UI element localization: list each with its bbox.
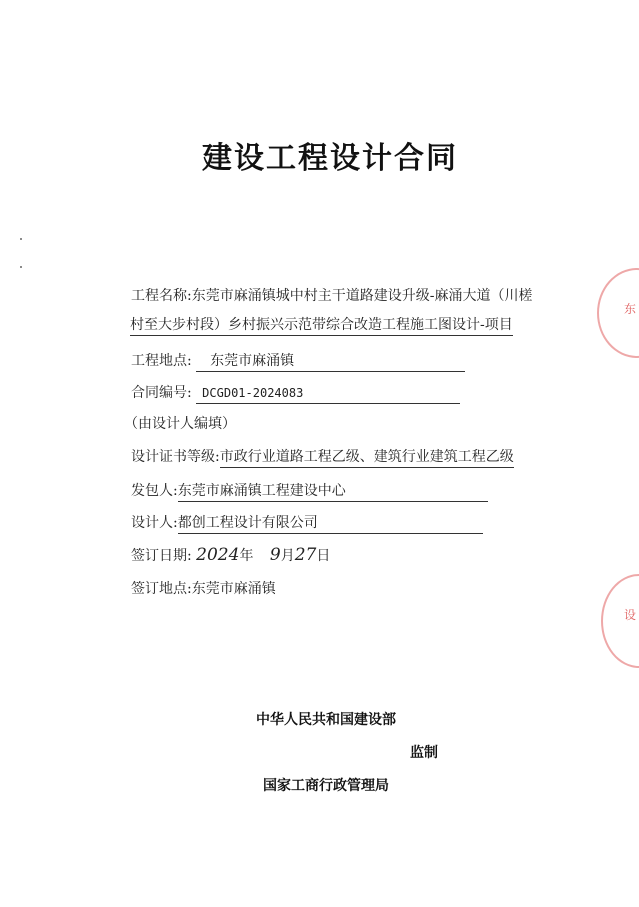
- sign-date-year-unit: 年: [239, 548, 254, 564]
- sign-place-value: 东莞市麻涌镇: [191, 581, 276, 597]
- sign-date-day-unit: 日: [316, 548, 331, 564]
- employer-value: 东莞市麻涌镇工程建设中心: [178, 481, 488, 502]
- project-name-row-continued: [130, 315, 513, 336]
- project-location-value: 东莞市麻涌镇: [196, 351, 465, 372]
- footer-administration: 国家工商行政管理局: [263, 778, 389, 794]
- designer-row: [131, 513, 483, 534]
- project-name-value-line2: 村至大步村段）乡村振兴示范带综合改造工程施工图设计-项目: [130, 315, 513, 336]
- project-location-row: [131, 351, 465, 372]
- design-certificate-label: 设计证书等级:: [131, 449, 220, 465]
- sign-date-month-handwritten: 9: [269, 545, 281, 565]
- project-name-value-line1: 东莞市麻涌镇城中村主干道路建设升级-麻涌大道（川槎: [191, 288, 533, 304]
- scan-speck: [20, 266, 22, 268]
- red-seal-stamp-fragment: 东: [624, 302, 637, 316]
- sign-date-month-unit: 月: [280, 548, 295, 564]
- design-certificate-value: 市政行业道路工程乙级、建筑行业建筑工程乙级: [220, 447, 514, 468]
- design-certificate-row: [131, 447, 514, 468]
- project-location-label: 工程地点:: [131, 353, 192, 369]
- sign-place-label: 签订地点:: [131, 581, 192, 597]
- sign-date-day-handwritten: 27: [294, 545, 317, 565]
- footer-supervise: 监制: [410, 745, 438, 761]
- sign-place-row: [131, 579, 276, 599]
- designer-label: 设计人:: [131, 515, 178, 531]
- red-seal-stamp-fragment: 设: [624, 608, 637, 622]
- contract-number-row: [131, 383, 460, 404]
- sign-date-label: 签订日期:: [131, 548, 192, 564]
- project-name-row: [131, 286, 532, 306]
- contract-number-label: 合同编号:: [131, 385, 192, 401]
- sign-date-year-handwritten: 2024: [196, 545, 240, 565]
- employer-row: [131, 481, 488, 502]
- designer-value: 都创工程设计有限公司: [178, 513, 483, 534]
- project-name-label: 工程名称:: [131, 288, 192, 304]
- document-title: 建设工程设计合同: [202, 141, 458, 176]
- contract-number-note: （由设计人编填）: [124, 416, 236, 432]
- scan-speck: [20, 238, 22, 240]
- sign-date-row: [131, 545, 330, 566]
- employer-label: 发包人:: [131, 483, 178, 499]
- footer-ministry: 中华人民共和国建设部: [256, 712, 396, 728]
- contract-number-value: DCGD01-2024083: [196, 383, 460, 404]
